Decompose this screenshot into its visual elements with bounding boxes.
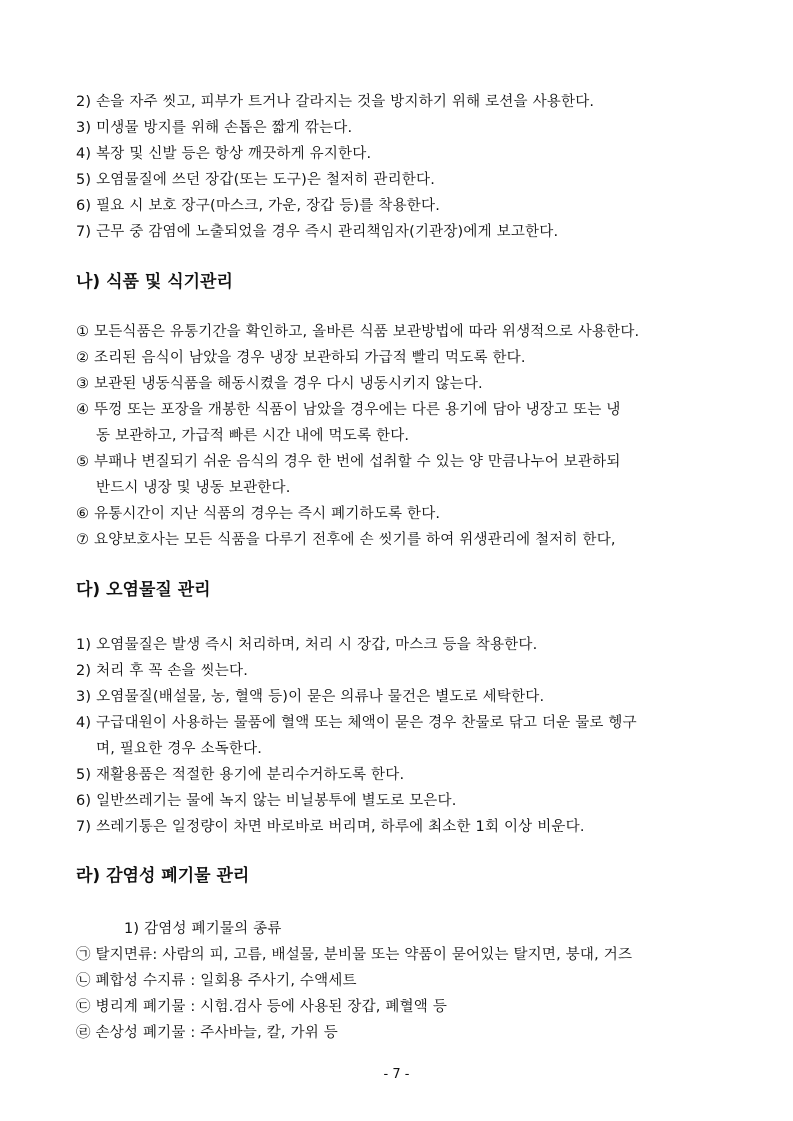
section-heading-infectious-waste: 라) 감염성 폐기물 관리 — [76, 866, 250, 886]
list-item: ④ 뚜껑 또는 포장을 개봉한 식품이 남았을 경우에는 다른 용기에 담아 냉장고 또는 냉 — [76, 402, 621, 418]
list-item: 4) 구급대원이 사용하는 물품에 혈액 또는 체액이 묻은 경우 찬물로 닦고 더운 물로 헹구 — [76, 715, 637, 731]
list-item: ㉡ 폐합성 수지류 : 일회용 주사기, 수액세트 — [76, 973, 357, 989]
list-item: 6) 일반쓰레기는 물에 녹지 않는 비닐봉투에 별도로 모은다. — [76, 793, 457, 809]
section-heading-food: 나) 식품 및 식기관리 — [76, 272, 233, 292]
list-item: 2) 처리 후 꼭 손을 씻는다. — [76, 663, 248, 679]
page-number: - 7 - — [383, 1067, 410, 1082]
list-item: 5) 오염물질에 쓰던 장갑(또는 도구)은 철저히 관리한다. — [76, 172, 436, 188]
list-item: 4) 복장 및 신발 등은 항상 깨끗하게 유지한다. — [76, 146, 372, 162]
list-item: 7) 쓰레기통은 일정량이 차면 바로바로 버리며, 하루에 최소한 1회 이상 비운다. — [76, 819, 585, 835]
list-item: 1) 오염물질은 발생 즉시 처리하며, 처리 시 장갑, 마스크 등을 착용한다. — [76, 637, 538, 653]
list-item: 2) 손을 자주 씻고, 피부가 트거나 갈라지는 것을 방지하기 위해 로션을 사용한다. — [76, 94, 595, 110]
list-item: ㉠ 탈지면류: 사람의 피, 고름, 배설물, 분비물 또는 약품이 묻어있는 탈지면, 붕대, 거즈 — [76, 947, 633, 963]
list-item: 5) 재활용품은 적절한 용기에 분리수거하도록 한다. — [76, 767, 405, 783]
list-item: ㉢ 병리계 폐기물 : 시험.검사 등에 사용된 장갑, 폐혈액 등 — [76, 999, 448, 1015]
list-item: ⑥ 유통시간이 지난 식품의 경우는 즉시 폐기하도록 한다. — [76, 506, 441, 522]
list-item: 7) 근무 중 감염에 노출되었을 경우 즉시 관리책임자(기관장)에게 보고한다. — [76, 224, 559, 240]
subheading: 1) 감염성 폐기물의 종류 — [124, 921, 282, 937]
list-item: 3) 미생물 방지를 위해 손톱은 짧게 깎는다. — [76, 120, 353, 136]
list-item-continuation: 며, 필요한 경우 소독한다. — [96, 741, 263, 757]
list-item: ① 모든식품은 유통기간을 확인하고, 올바른 식품 보관방법에 따라 위생적으로 사용한다. — [76, 324, 640, 340]
list-item: ② 조리된 음식이 남았을 경우 냉장 보관하되 가급적 빨리 먹도록 한다. — [76, 350, 526, 366]
list-item-continuation: 반드시 냉장 및 냉동 보관한다. — [96, 480, 291, 496]
list-item: ⑦ 요양보호사는 모든 식품을 다루기 전후에 손 씻기를 하여 위생관리에 철저히 한다, — [76, 532, 616, 548]
section-heading-contaminants: 다) 오염물질 관리 — [76, 580, 211, 600]
list-item: 6) 필요 시 보호 장구(마스크, 가운, 장갑 등)를 착용한다. — [76, 198, 441, 214]
list-item: ③ 보관된 냉동식품을 해동시켰을 경우 다시 냉동시키지 않는다. — [76, 376, 483, 392]
list-item: 3) 오염물질(배설물, 농, 혈액 등)이 묻은 의류나 물건은 별도로 세탁한다. — [76, 689, 545, 705]
list-item: ㉣ 손상성 폐기물 : 주사바늘, 칼, 가위 등 — [76, 1025, 338, 1041]
list-item-continuation: 동 보관하고, 가급적 빠른 시간 내에 먹도록 한다. — [96, 428, 410, 444]
list-item: ⑤ 부패나 변질되기 쉬운 음식의 경우 한 번에 섭취할 수 있는 양 만큼나누어 보관하되 — [76, 454, 621, 470]
